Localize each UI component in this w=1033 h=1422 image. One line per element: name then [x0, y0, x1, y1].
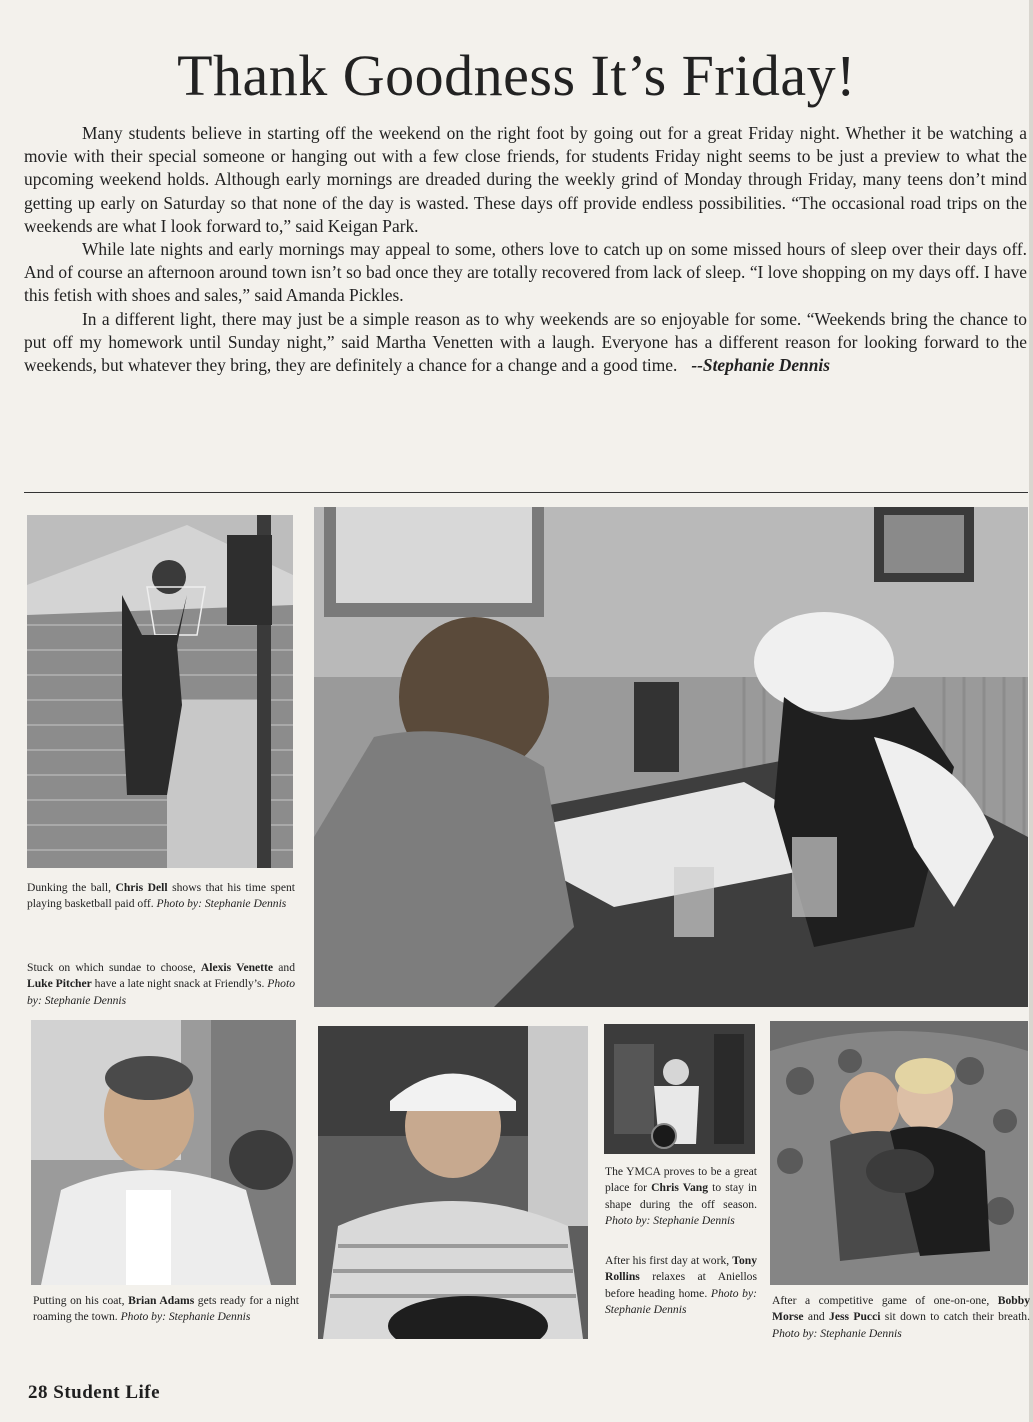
caption-ymca-pre: The YMCA proves to be a great place for: [605, 1165, 757, 1195]
caption-sundae-credit: Photo by: Stephanie Dennis: [27, 977, 295, 1007]
caption-coat-post: gets ready for a night roaming the town.: [33, 1294, 300, 1324]
caption-work: [605, 1253, 757, 1319]
caption-basketball-credit: Photo by: Stephanie Dennis: [156, 897, 287, 911]
page-edge: [1029, 0, 1033, 1422]
caption-sundae-post: have a late night snack at Friendly’s.: [91, 977, 268, 991]
caption-sundae-name2: Luke Pitcher: [27, 977, 92, 991]
story-paragraph-3: [24, 308, 1027, 378]
photo-friendlys-booth: [314, 507, 1028, 1007]
caption-coat-name: Brian Adams: [128, 1294, 195, 1307]
story-body: [24, 122, 1027, 377]
caption-work-credit: Photo by: Stephanie Dennis: [605, 1286, 757, 1317]
caption-work-pre: After his first day at work,: [605, 1254, 733, 1267]
caption-basketball-name: Chris Dell: [115, 881, 168, 894]
photo-basketball: [27, 515, 293, 868]
story-paragraph-3-text: In a different light, there may just be a simple reason as to why weekends are so enjoyable for some. “Weekends bring the chance to put off my homework until Sunday night,” said Martha Venetten with a laugh. Everyone has a different reason for looking forward to the weekends, but whatever they bring, they are definitely a chance for a change and a good time.: [24, 308, 1027, 376]
story-byline: --Stephanie Dennis: [691, 355, 831, 376]
page-folio: 28 Student Life: [28, 1382, 161, 1403]
caption-ymca-credit: Photo by: Stephanie Dennis: [605, 1214, 735, 1228]
caption-coat-credit: Photo by: Stephanie Dennis: [120, 1310, 251, 1324]
photo-coat: [31, 1020, 296, 1285]
caption-coat: [33, 1293, 299, 1326]
caption-sundae-mid: and: [273, 961, 296, 974]
caption-work-name: Tony Rollins: [605, 1254, 757, 1284]
page-title: Thank Goodness It’s Friday!: [177, 43, 856, 108]
caption-couch-mid: and: [803, 1310, 830, 1324]
story-paragraph-2: While late nights and early mornings may appeal to some, others love to catch up on some missed hours of sleep over their days off. And of course an afternoon around town isn’t so bad once they are totally recovered from lack of sleep. “I love shopping on my days off. I have this fetish with shoes and sales,” said Amanda Pickles.: [24, 239, 1027, 306]
caption-sundae-pre: Stuck on which sundae to choose,: [27, 961, 201, 974]
caption-couch: [772, 1293, 1030, 1342]
photo-aniellos: [318, 1026, 588, 1339]
caption-coat-pre: Putting on his coat,: [33, 1294, 129, 1307]
section-divider: [24, 492, 1028, 493]
caption-ymca: [605, 1164, 757, 1230]
caption-couch-name1: Bobby Morse: [772, 1294, 1030, 1324]
caption-ymca-name: Chris Vang: [651, 1181, 709, 1195]
caption-work-post: relaxes at Aniellos before heading home.: [605, 1270, 757, 1300]
caption-basketball-pre: Dunking the ball,: [27, 881, 116, 894]
caption-couch-name2: Jess Pucci: [829, 1310, 881, 1324]
caption-couch-credit: Photo by: Stephanie Dennis: [772, 1326, 902, 1340]
caption-basketball: [27, 880, 295, 913]
photo-ymca: [604, 1024, 755, 1154]
caption-basketball-post: shows that his time spent playing basketball paid off.: [27, 881, 295, 911]
caption-sundae: [27, 960, 295, 1009]
caption-couch-pre: After a competitive game of one-on-one,: [772, 1294, 998, 1307]
story-paragraph-1: Many students believe in starting off the weekend on the right foot by going out for a great Friday night. Whether it be watching a movie with their special someone or hanging out with a few close friends, for students Friday night seems to be just a preview to what the upcoming weekend holds. Although early mornings are dreaded during the weekly grind of Monday through Friday, many teens don’t mind getting up early on Saturday so that none of the day is wasted. These days off provide endless possibilities. “The occasional road trips on the weekends are what I look forward to,” said Keigan Park.: [24, 123, 1027, 236]
photo-couch: [770, 1021, 1028, 1285]
caption-sundae-name1: Alexis Venette: [200, 961, 274, 974]
caption-couch-post: sit down to catch their breath.: [880, 1310, 1030, 1324]
caption-ymca-post: to stay in shape during the off season.: [605, 1181, 757, 1211]
